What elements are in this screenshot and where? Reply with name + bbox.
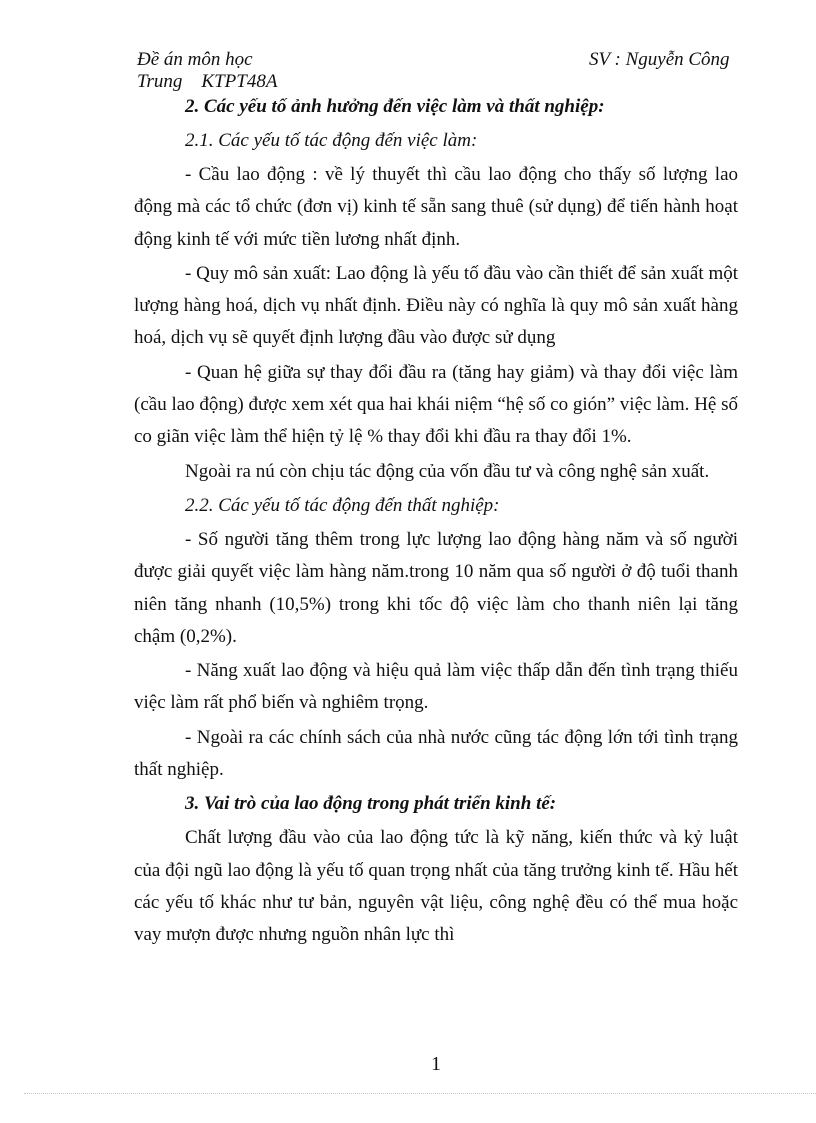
page-number: 1 — [431, 1053, 441, 1075]
section-heading-2: 2. Các yếu tố ảnh hưởng đến việc làm và thất nghiệp: — [185, 96, 605, 117]
subsection-heading-2-2: 2.2. Các yếu tố tác động đến thất nghiệp: — [185, 494, 500, 516]
header-student-name: SV : Nguyễn Công — [589, 49, 730, 70]
document-body — [134, 91, 738, 952]
paragraph-productivity: - Năng xuất lao động và hiệu quả làm việc thấp dẫn đến tình trạng thiếu việc làm rất phổ biến và nghiêm trọng. — [134, 660, 738, 714]
paragraph-production-scale: - Quy mô sản xuất: Lao động là yếu tố đầu vào cần thiết để sản xuất một lượng hàng hoá, dịch vụ nhất định. Điều này có nghĩa là quy mô sản xuất hàng hoá, dịch vụ sẽ quyết định lượng đầu vào được sử dụng — [134, 262, 738, 349]
paragraph-output-employment: - Quan hệ giữa sự thay đổi đầu ra (tăng hay giảm) và thay đổi việc làm (cầu lao động) được xem xét qua hai khái niệm “hệ số co gión” việc làm. Hệ số co giãn việc làm thể hiện tỷ lệ % thay đổi khi đầu ra thay đổi 1%. — [134, 361, 738, 448]
paragraph-policy: - Ngoài ra các chính sách của nhà nước cũng tác động lớn tới tình trạng thất nghiệp. — [134, 726, 738, 781]
section-heading-3: 3. Vai trò của lao động trong phát triển kinh tế: — [185, 793, 557, 815]
paragraph-investment-tech: Ngoài ra nú còn chịu tác động của vốn đầu tư và công nghệ sản xuất. — [185, 460, 710, 482]
footer-divider — [24, 1093, 816, 1094]
header-course-info — [137, 49, 277, 93]
paragraph-labor-growth: - Số người tăng thêm trong lực lượng lao động hàng năm và số người được giải quyết việc làm hàng năm.trong 10 năm qua số người ở độ tuổi thanh niên tăng nhanh (10,5%) trong khi tốc độ việc làm cho thanh niên lại tăng chậm (0,2%). — [134, 528, 738, 647]
header-course-title: Đề án môn học — [137, 49, 253, 70]
paragraph-labor-demand: - Cầu lao động : về lý thuyết thì cầu lao động cho thấy số lượng lao động mà các tổ chức (đơn vị) kinh tế sẵn sang thuê (sử dụng) để tiến hành hoạt động kinh tế với mức tiền lương nhất định. — [134, 164, 738, 250]
subsection-heading-2-1: 2.1. Các yếu tố tác động đến việc làm: — [185, 130, 478, 151]
paragraph-labor-quality: Chất lượng đầu vào của lao động tức là kỹ năng, kiến thức và kỷ luật của đội ngũ lao động là yếu tố quan trọng nhất của tăng trưởng kinh tế. Hầu hết các yếu tố khác như tư bản, nguyên vật liệu, công nghệ đều có thể mua hoặc vay mượn được nhưng nguồn nhân lực thì — [134, 827, 738, 946]
header-class-code: Trung KTPT48A — [137, 71, 278, 92]
